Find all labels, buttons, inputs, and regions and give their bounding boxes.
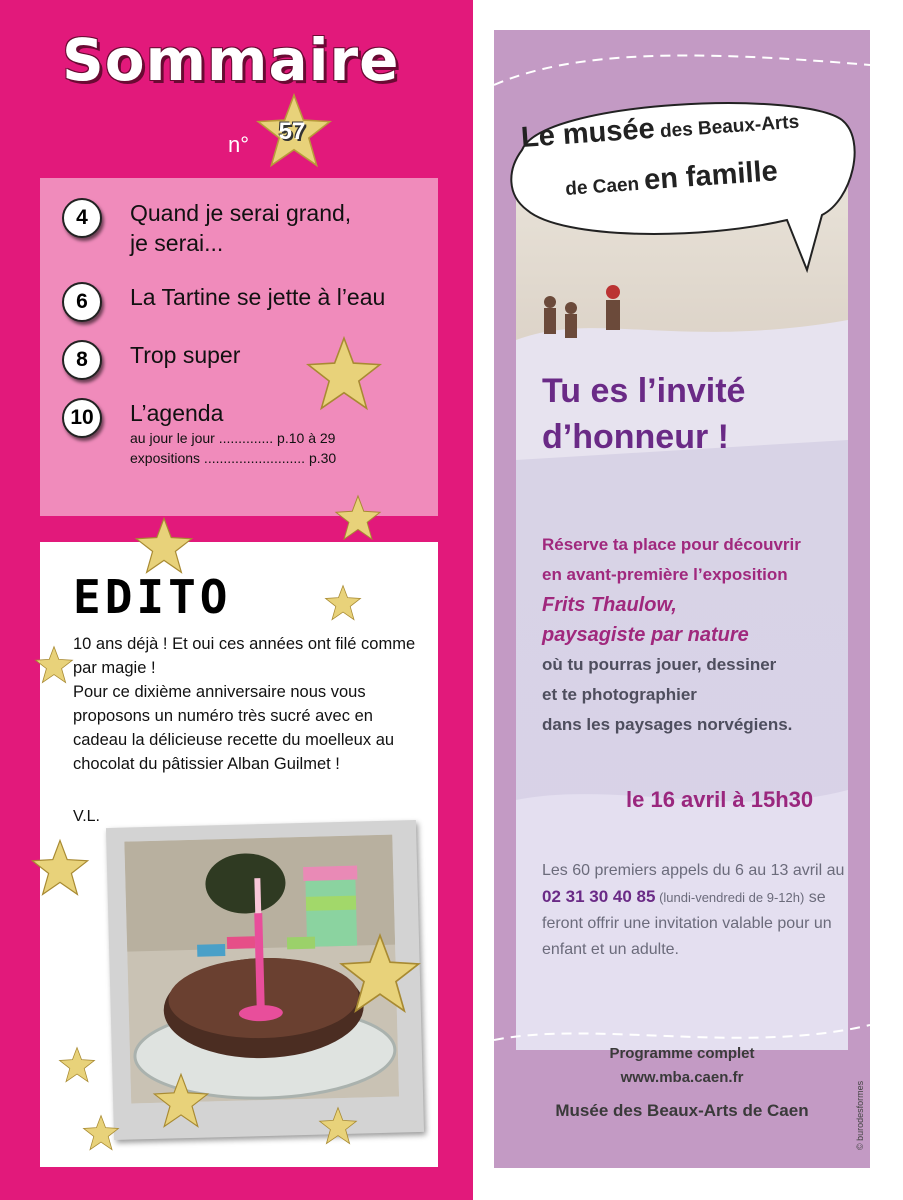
event-date: le 16 avril à 15h30 bbox=[626, 787, 814, 812]
gold-star-icon bbox=[134, 516, 194, 576]
exhibition-subtitle: paysagiste par nature bbox=[542, 624, 749, 646]
toc-item[interactable] bbox=[62, 398, 336, 468]
edito-title: EDITO bbox=[73, 570, 232, 624]
page-number-badge: 4 bbox=[62, 198, 102, 238]
gold-star-icon bbox=[30, 838, 90, 898]
phone-number[interactable]: 02 31 30 40 85 bbox=[542, 887, 656, 906]
desc-line: où tu pourras jouer, dessiner bbox=[542, 655, 777, 674]
toc-item[interactable] bbox=[62, 340, 240, 380]
booking-text: se feront offrir une invitation valable pour un enfant et un adulte. bbox=[542, 889, 832, 958]
gold-star-icon bbox=[305, 335, 383, 413]
issue-number: 57 bbox=[278, 118, 306, 145]
agenda-sub-entry: au jour le jour .............. p.10 à 29 bbox=[130, 430, 336, 446]
museum-poster bbox=[494, 30, 870, 1168]
gold-star-icon bbox=[34, 645, 74, 685]
poster-footer bbox=[494, 1042, 870, 1124]
issue-prefix: n° bbox=[228, 132, 250, 157]
edito-body: 10 ans déjà ! Et oui ces années ont filé comme par magie ! Pour ce dixième anniversaire nous vous proposons un numéro très sucré avec en cadeau la délicieuse recette du moelleux au chocolat du pâtissier Alban Guilmet ! bbox=[73, 635, 416, 773]
page-number-badge: 6 bbox=[62, 282, 102, 322]
bubble-text-line2: de Caen en famille bbox=[564, 155, 779, 200]
booking-hours: (lundi-vendredi de 9-12h) bbox=[655, 890, 805, 905]
poster-description bbox=[542, 530, 801, 740]
desc-line: et te photographier bbox=[542, 685, 697, 704]
gold-star-icon bbox=[338, 932, 422, 1016]
booking-info bbox=[542, 858, 854, 963]
poster-headline: Tu es l’invité d’honneur ! bbox=[542, 372, 746, 456]
toc-item-label: Trop super bbox=[130, 342, 241, 368]
edito-signature: V.L. bbox=[73, 808, 100, 825]
toc-item-label: Quand je serai grand, je serai... bbox=[130, 200, 352, 256]
gold-star-icon bbox=[82, 1114, 120, 1152]
programme-label: Programme complet bbox=[609, 1045, 755, 1062]
toc-item[interactable] bbox=[62, 282, 385, 322]
museum-name: Musée des Beaux-Arts de Caen bbox=[555, 1101, 809, 1120]
desc-line: en avant-première l’exposition bbox=[542, 565, 788, 584]
agenda-sub-entry: expositions .......................... p.30 bbox=[130, 450, 337, 466]
page-title: Sommaire bbox=[62, 26, 400, 94]
gold-star-icon bbox=[334, 494, 382, 542]
exhibition-title: Frits Thaulow, bbox=[542, 594, 677, 616]
desc-line: dans les paysages norvégiens. bbox=[542, 715, 793, 734]
design-credit: © burodesformes bbox=[855, 1080, 865, 1150]
gold-star-icon bbox=[152, 1072, 210, 1130]
toc-item[interactable] bbox=[62, 198, 351, 258]
gold-star-icon bbox=[58, 1046, 96, 1084]
toc-item-label: La Tartine se jette à l’eau bbox=[130, 284, 386, 310]
gold-star-icon bbox=[318, 1106, 358, 1146]
bubble-text-line1: Le musée des Beaux-Arts bbox=[520, 111, 800, 154]
page-number-badge: 10 bbox=[62, 398, 102, 438]
toc-item-label: L’agenda bbox=[130, 400, 224, 426]
edito-box bbox=[40, 542, 438, 1167]
desc-line: Réserve ta place pour découvrir bbox=[542, 535, 801, 554]
website-link[interactable]: www.mba.caen.fr bbox=[620, 1069, 744, 1086]
booking-text: Les 60 premiers appels du 6 au 13 avril au bbox=[542, 862, 845, 879]
dashed-wave-top bbox=[494, 30, 870, 100]
gold-star-icon bbox=[324, 584, 362, 622]
page-number-badge: 8 bbox=[62, 340, 102, 380]
